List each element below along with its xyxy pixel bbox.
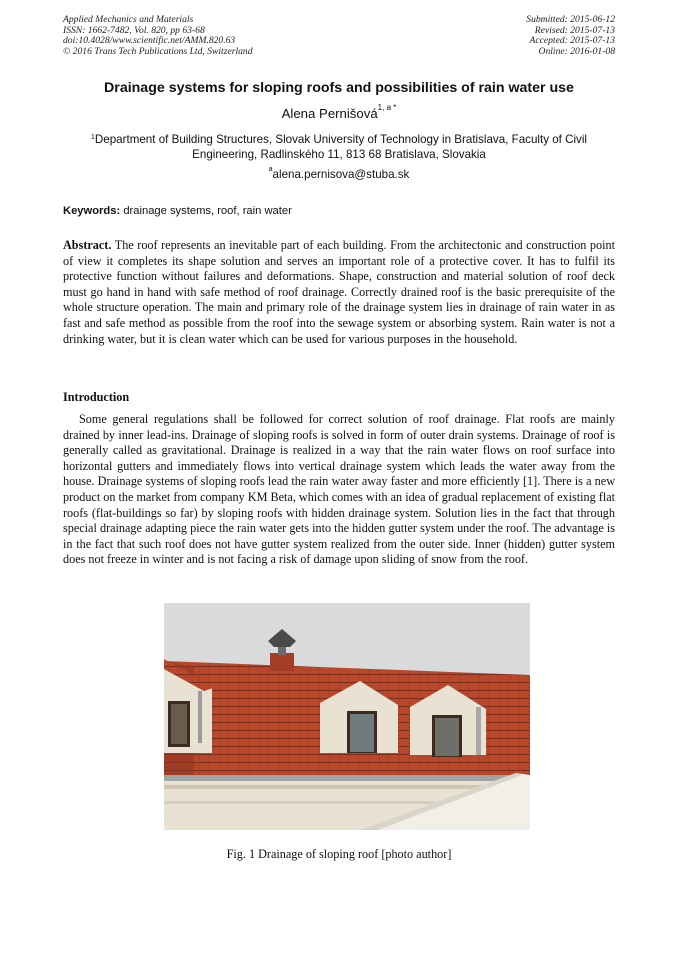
- keywords-text: drainage systems, roof, rain water: [123, 205, 292, 217]
- email-line: [63, 168, 615, 181]
- issn-line: ISSN: 1662-7482, Vol. 820, pp 63-68: [63, 24, 205, 36]
- introduction-paragraph: Some general regulations shall be followed for correct solution of roof drainage. Flat roofs are mainly drained by inner lead-ins. Drainage of sloping roofs is solved in form of outer drain systems. Drainage of roof is generally called as gravitational. Drainage is realized in a way that the rain water flows on roof surface into horizontal gutters and immediately flows into vertical drainage system which leads the water away from the house. Drainage systems of sloping roofs lead the rain water away faster and more efficiently [1]. There is a new product on the market from company KM Beta, which comes with an idea of gradual replacement of existing flat roofs (flat-buildings so far) by sloping roofs with hidden drainage system. Solution lies in the fact that through special drainage adapting piece the rain water gets into the hidden gutter system under the roof. The advantage is in the fact that such roof does not have gutter system realized from the outer side. Inner (hidden) gutter system does not freeze in winter and is not facing a risk of damage upon sliding of snow from the roof.: [63, 412, 615, 567]
- roof-photo: [164, 603, 530, 830]
- affiliation: [63, 132, 615, 162]
- online-date: Online: 2016-01-08: [538, 45, 615, 57]
- author-name: Alena Pernišová: [281, 106, 378, 121]
- figure-caption: Fig. 1 Drainage of sloping roof [photo author]: [226, 847, 452, 861]
- doi-line: doi:10.4028/www.scientific.net/AMM.820.63: [63, 35, 236, 46]
- paper-title: Drainage systems for sloping roofs and possibilities of rain water use: [104, 80, 574, 96]
- author-line: [40, 103, 638, 121]
- section-heading-introduction: Introduction: [63, 390, 130, 404]
- abstract: [63, 238, 615, 347]
- affiliation-sup: 1: [91, 134, 95, 141]
- accepted-date: Accepted: 2015-07-13: [529, 35, 615, 46]
- journal-info: [63, 15, 253, 57]
- author-sup: 1, a *: [377, 103, 397, 112]
- email-address[interactable]: alena.pernisova@stuba.sk: [272, 168, 410, 181]
- gutter: [164, 775, 530, 781]
- publication-dates: [526, 15, 615, 57]
- copyright-line: © 2016 Trans Tech Publications Ltd, Switzerland: [63, 45, 253, 57]
- abstract-text: The roof represents an inevitable part of each building. From the architectonic and construction point of view it completes its shape solution and serves an important role of a protective cover. It has to fulfil its protective function without failures and deformations. Shape, construction and material solution of roof deck must go hand in hand with safe method of roof drainage. Correctly drained roof is the basic prerequisite of the whole structure operation. The main and primary role of the drainage system lies in drainage of rain water in as fast and safe method as possible from the roof into the sewage system or absorbing system. Rain water is not a drinking water, but it is clean water which can be used for various purposes in the household.: [63, 238, 615, 346]
- affiliation-text: Department of Building Structures, Slovak University of Technology in Bratislava, Faculty of Civil Engineering, Radlinského 11, 813 68 Bratislava, Slovakia: [94, 133, 587, 161]
- keywords: [63, 205, 292, 217]
- revised-date: Revised: 2015-07-13: [534, 24, 615, 36]
- journal-name: Applied Mechanics and Materials: [63, 14, 194, 25]
- chimney: [270, 653, 294, 671]
- abstract-label: Abstract.: [63, 238, 112, 252]
- keywords-label: Keywords:: [63, 205, 121, 217]
- submitted-date: Submitted: 2015-06-12: [526, 14, 615, 25]
- email-sup: a: [268, 166, 273, 173]
